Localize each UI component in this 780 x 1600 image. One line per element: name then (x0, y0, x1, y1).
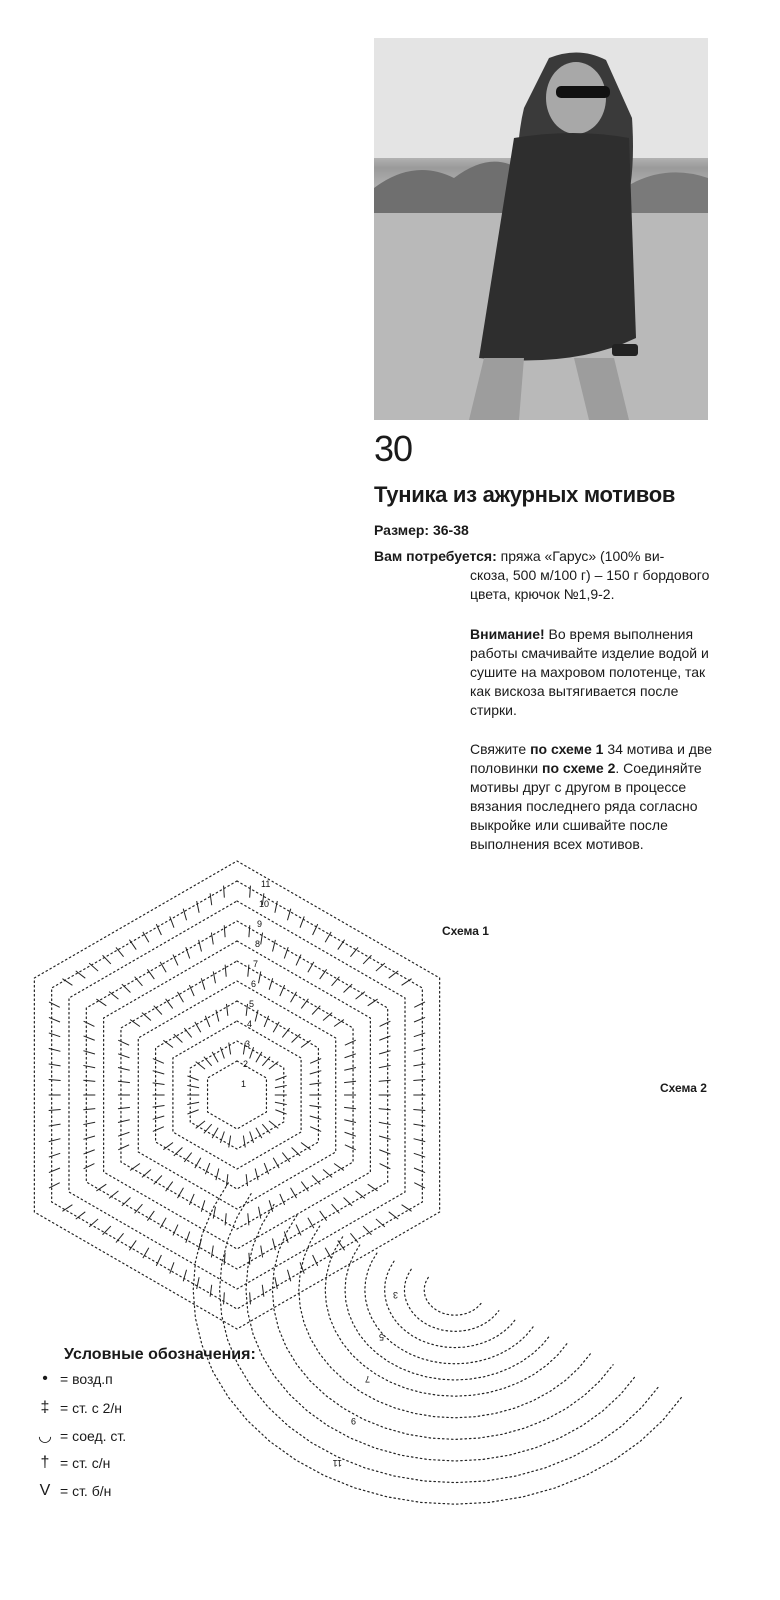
stitch-mark (402, 979, 412, 986)
stitch-mark (250, 886, 251, 898)
schema2-row-arc (193, 1183, 682, 1504)
stitch-mark (376, 1219, 385, 1227)
stitch-mark (379, 1109, 391, 1110)
stitch-mark (118, 1120, 130, 1123)
stitch-mark (153, 1105, 165, 1107)
schema2-row-arc (365, 1253, 533, 1364)
stitch-mark (122, 984, 131, 992)
stitch-mark (49, 1017, 60, 1022)
materials-label: Вам потребуется: (374, 548, 497, 564)
stitch-mark (376, 963, 385, 971)
instructions-text-1: Свяжите (470, 741, 531, 757)
stitch-mark (246, 1174, 247, 1186)
schema2-row-number: 11 (332, 1458, 342, 1468)
stitch-mark (414, 1048, 426, 1051)
stitch-mark (249, 925, 250, 937)
schema1-row-number: 9 (257, 919, 263, 929)
stitch-mark (273, 1239, 276, 1251)
stitch-mark (109, 1191, 118, 1199)
stitch-mark (174, 1148, 183, 1156)
stitch-mark (310, 1059, 321, 1064)
stitch-mark (259, 971, 261, 983)
stitch-mark (414, 1168, 425, 1173)
materials-text: скоза, 500 м/100 г) – 150 г бордового цвета, крючок №1,9-2. (470, 567, 710, 602)
schema1-row-number: 3 (245, 1039, 251, 1049)
stitch-mark (275, 1110, 286, 1114)
schema2-row-number: 5 (378, 1332, 384, 1342)
stitch-mark (130, 1020, 140, 1027)
schema2-row-arc (325, 1237, 567, 1396)
stitch-mark (49, 1139, 61, 1142)
stitch-mark (83, 1136, 95, 1139)
schema1-row-ring (138, 981, 335, 1209)
schema1-row-number: 6 (251, 979, 257, 989)
materials-text-line1: пряжа «Гарус» (100% ви- (496, 548, 665, 564)
stitch-mark (413, 1124, 425, 1126)
stitch-mark (153, 1071, 165, 1074)
stitch-mark (275, 1102, 287, 1104)
schema1-row-number: 8 (255, 939, 261, 949)
stitch-mark (224, 886, 225, 898)
legend-text: = ст. б/н (60, 1483, 112, 1499)
stitch-mark (269, 1121, 278, 1129)
instructions-bold-1: по схеме 1 (530, 741, 604, 757)
stitch-mark (414, 1002, 425, 1007)
stitch-mark (332, 1204, 340, 1213)
stitch-mark (83, 1065, 95, 1067)
schema1-row-number: 4 (247, 1019, 253, 1029)
stitch-mark (414, 1033, 425, 1037)
stitch-mark (84, 1021, 95, 1026)
stitch-mark (118, 1145, 129, 1150)
schema1-row-ring (52, 881, 423, 1309)
stitch-mark (379, 1065, 391, 1067)
stitch-mark (296, 955, 301, 966)
stitch-mark (187, 1076, 198, 1080)
stitch-mark (344, 984, 353, 992)
stitch-mark (345, 1040, 356, 1045)
stitch-mark (103, 955, 111, 964)
stitch-mark (345, 1054, 356, 1058)
attention-label: Внимание! (470, 626, 545, 642)
stitch-mark (189, 1194, 194, 1205)
stitch-mark (187, 1085, 199, 1087)
stitch-mark (261, 1246, 263, 1258)
stitch-mark (345, 1145, 356, 1150)
stitch-mark (292, 1148, 301, 1156)
instructions-text-3: . Соединяйте мотивы друг с другом в процессе вязания последнего ряда согласно выкройке или сшивайте после выполнения всех мотивов. (470, 760, 702, 852)
stitch-mark (166, 1182, 173, 1192)
legend-text: = возд.п (60, 1371, 113, 1387)
stitch-mark (76, 1212, 86, 1219)
schema2-row-number: 9 (350, 1416, 356, 1426)
schema2-row-arc (299, 1226, 591, 1418)
pattern-number: 30 (374, 428, 413, 469)
stitch-mark (153, 1127, 164, 1132)
stitch-mark (344, 1107, 356, 1108)
stitch-mark (83, 1051, 95, 1054)
stitch-mark (282, 1028, 289, 1037)
stitch-mark (118, 1068, 130, 1071)
stitch-mark (338, 940, 345, 950)
stitch-mark (413, 1079, 425, 1080)
stitch-mark (291, 1188, 297, 1198)
schema1-row-ring (208, 1061, 267, 1129)
stitch-mark (195, 1158, 201, 1168)
stitch-mark (49, 1183, 60, 1188)
stitch-mark (275, 1085, 287, 1087)
stitch-mark (83, 1122, 95, 1124)
legend-text: = соед. ст. (60, 1428, 127, 1444)
stitch-mark (118, 1132, 129, 1136)
slip-stitch-icon: ◡ (38, 1428, 52, 1445)
stitch-mark (414, 1139, 426, 1142)
legend-item-double-crochet (30, 1454, 110, 1472)
stitch-mark (96, 999, 106, 1006)
stitch-mark (183, 1270, 186, 1282)
stitch-mark (116, 1233, 124, 1242)
stitch-mark (380, 1164, 391, 1169)
stitch-mark (96, 1184, 106, 1191)
stitch-mark (83, 1109, 95, 1110)
schema1-hexagon-chart (34, 861, 439, 1329)
stitch-mark (89, 963, 98, 971)
stitch-mark (118, 1107, 130, 1108)
stitch-mark (413, 1064, 425, 1066)
stitch-mark (122, 1198, 131, 1206)
stitch-mark (49, 1153, 60, 1157)
stitch-mark (344, 1198, 353, 1206)
stitch-mark (344, 1081, 356, 1082)
stitch-mark (273, 1158, 279, 1168)
schema2-row-arc (272, 1215, 613, 1439)
stitch-mark (287, 1270, 290, 1282)
schema2-row-number: 3 (392, 1290, 398, 1300)
stitch-mark (129, 940, 136, 950)
stitch-mark (344, 1068, 356, 1071)
schema1-row-ring (104, 941, 371, 1249)
stitch-mark (275, 901, 277, 913)
stitch-mark (301, 1143, 311, 1150)
legend-title: Условные обозначения: (64, 1346, 256, 1363)
stitch-mark (130, 1164, 140, 1171)
stitch-mark (216, 1010, 219, 1022)
legend-text: = ст. с/н (60, 1455, 111, 1471)
stitch-mark (291, 992, 297, 1002)
schema1-row-ring (156, 1001, 319, 1189)
stitch-mark (262, 1057, 270, 1066)
schema1-label: Схема 1 (442, 924, 489, 938)
stitch-mark (256, 1052, 262, 1062)
stitch-mark (154, 1176, 162, 1185)
schema1-row-number: 5 (249, 999, 255, 1009)
stitch-mark (379, 1150, 390, 1154)
size-label: Размер: 36-38 (374, 522, 469, 538)
stitch-mark (248, 1213, 249, 1225)
legend-item-chain (30, 1370, 113, 1388)
stitch-mark (413, 1110, 425, 1111)
stitch-mark (226, 1004, 227, 1016)
stitch-mark (118, 1040, 129, 1045)
stitch-mark (255, 1010, 258, 1022)
stitch-mark (250, 1292, 251, 1304)
stitch-mark (389, 1212, 399, 1219)
stitch-mark (49, 1033, 60, 1037)
stitch-mark (118, 1054, 129, 1058)
schema2-row-arc (246, 1205, 636, 1462)
schema1-row-number: 2 (243, 1059, 249, 1069)
stitch-mark (334, 1164, 344, 1171)
legend-item-double-treble (30, 1399, 122, 1417)
stitch-mark (177, 1188, 183, 1198)
stitch-mark (310, 1071, 322, 1074)
stitch-mark (135, 977, 143, 986)
stitch-mark (49, 1048, 61, 1051)
pattern-title: Туника из ажурных мотивов (374, 482, 676, 507)
stitch-mark (197, 901, 199, 913)
single-crochet-icon: V (39, 1482, 51, 1499)
stitch-mark (225, 965, 226, 977)
stitch-mark (262, 1124, 270, 1133)
stitch-mark (344, 1120, 356, 1123)
stitch-mark (275, 1076, 286, 1080)
stitch-mark (49, 1124, 61, 1126)
stitch-mark (224, 925, 225, 937)
stitch-mark (142, 1170, 151, 1178)
stitch-mark (350, 1233, 358, 1242)
stitch-mark (368, 1184, 378, 1191)
stitch-mark (173, 1225, 178, 1236)
stitch-mark (379, 1136, 391, 1139)
stitch-mark (368, 999, 378, 1006)
stitch-mark (379, 1122, 391, 1124)
stitch-mark (49, 1168, 60, 1173)
schema1-row-number: 1 (241, 1079, 247, 1089)
stitch-mark (259, 1207, 261, 1219)
stitch-mark (153, 1059, 164, 1064)
schema2-row-arc (424, 1277, 482, 1315)
stitch-mark (414, 1017, 425, 1022)
schema2-row-number: 7 (364, 1374, 370, 1384)
chain-stitch-icon: • (42, 1370, 48, 1387)
stitch-mark (204, 1124, 212, 1133)
stitch-mark (186, 947, 190, 958)
stitch-mark (248, 965, 249, 977)
stitch-mark (309, 1083, 321, 1085)
stitch-mark (414, 1153, 425, 1157)
stitch-mark (269, 1062, 278, 1070)
stitch-mark (199, 940, 202, 952)
instructions-text-2: 34 мотива и две половинки (470, 741, 713, 776)
stitch-mark (345, 1132, 356, 1136)
stitch-mark (246, 1004, 247, 1016)
stitch-mark (153, 1083, 165, 1085)
stitch-mark (380, 1021, 391, 1026)
double-treble-icon: ‡ (40, 1399, 50, 1416)
stitch-mark (229, 1136, 231, 1148)
stitch-mark (187, 1102, 199, 1104)
stitch-mark (211, 933, 213, 945)
stitch-mark (224, 1292, 225, 1304)
stitch-mark (49, 1002, 60, 1007)
stitch-mark (402, 1205, 412, 1212)
stitch-mark (49, 1079, 61, 1080)
stitch-mark (62, 1205, 72, 1212)
stitch-mark (89, 1219, 98, 1227)
schema1-row-number: 10 (259, 899, 270, 909)
attention-text: Во время выполнения работы смачивайте изделие водой и сушите на махровом полотенце, так как вискоза вытягивается после стирки. (470, 626, 709, 718)
stitch-mark (301, 1040, 311, 1047)
double-crochet-icon: † (40, 1454, 50, 1471)
legend-item-slip-stitch (30, 1426, 126, 1446)
schema2-row-arc (404, 1269, 498, 1331)
stitch-mark (163, 1040, 173, 1047)
schema1-row-number: 7 (253, 959, 259, 969)
stitch-mark (184, 1028, 191, 1037)
stitch-mark (204, 1057, 212, 1066)
stitch-mark (196, 1121, 205, 1129)
stitch-mark (225, 1213, 226, 1225)
stitch-mark (379, 1080, 391, 1081)
stitch-mark (49, 1110, 61, 1111)
stitch-mark (187, 1110, 198, 1114)
stitch-mark (83, 1080, 95, 1081)
stitch-mark (84, 1150, 95, 1154)
schema2-row-arc (385, 1261, 516, 1347)
stitch-mark (196, 1062, 205, 1070)
stitch-mark (310, 1116, 322, 1119)
schema2-row-arc (220, 1194, 659, 1483)
stitch-mark (62, 979, 72, 986)
stitch-mark (284, 1231, 288, 1242)
stitch-mark (310, 1127, 321, 1132)
schema1-row-number: 11 (261, 879, 271, 889)
stitch-mark (118, 1081, 130, 1082)
stitch-mark (414, 1183, 425, 1188)
stitch-mark (334, 1020, 344, 1027)
stitch-mark (84, 1164, 95, 1169)
schema2-label: Схема 2 (660, 1081, 707, 1095)
stitch-mark (356, 992, 365, 1000)
stitch-mark (153, 1116, 165, 1119)
stitch-mark (212, 1128, 218, 1138)
instructions-bold-2: по схеме 2 (542, 760, 616, 776)
legend-text: = ст. с 2/н (60, 1400, 123, 1416)
schema2-half-motif-chart (193, 1183, 682, 1504)
stitch-mark (163, 1143, 173, 1150)
schema2-row-arc (345, 1245, 550, 1380)
stitch-mark (379, 1051, 391, 1054)
stitch-mark (210, 893, 212, 905)
stitch-mark (49, 1064, 61, 1066)
stitch-mark (379, 1036, 390, 1040)
stitch-mark (309, 1105, 321, 1107)
stitch-mark (363, 955, 371, 964)
stitch-mark (84, 1036, 95, 1040)
legend-item-single-crochet (30, 1482, 111, 1500)
